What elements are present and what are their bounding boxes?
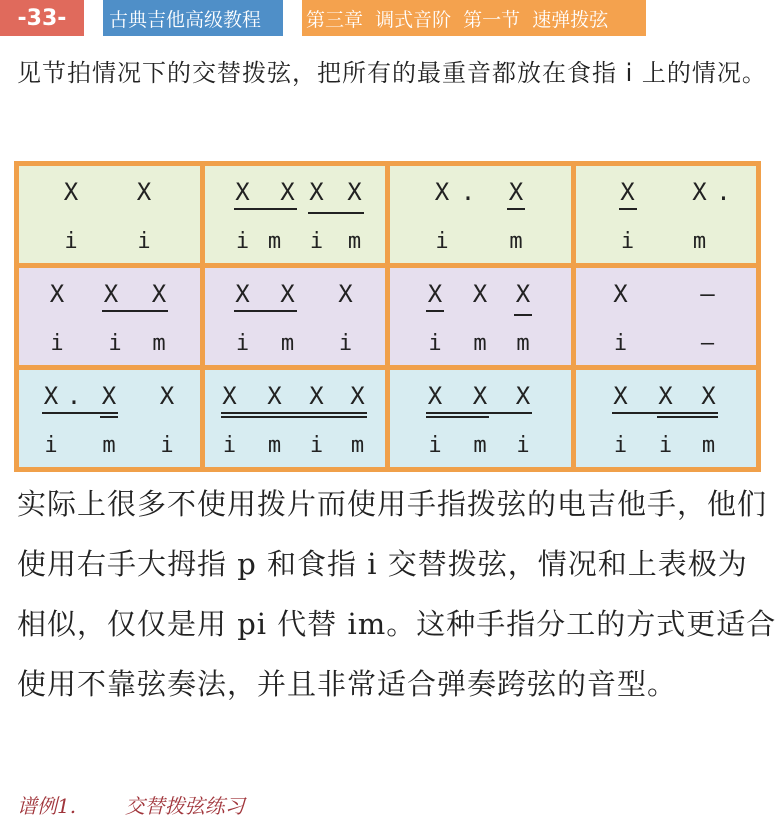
beam-line [426, 412, 532, 414]
finger-label: m [280, 331, 295, 356]
beam-line [234, 310, 297, 312]
finger-label: – [700, 331, 715, 356]
note-symbol: X [515, 280, 531, 308]
finger-label: m [509, 229, 523, 254]
table-cell [576, 268, 757, 365]
body-paragraph: 实际上很多不使用拨片而使用手指拨弦的电吉他手，他们使用右手大拇指 p 和食指 i 交替拨弦，情况和上表极为相似，仅仅是用 pi 代替 im。这种手指分工的方式更适合使用不靠弦奏法，并且非常适合弹奏跨弦的音型。 [17, 487, 777, 701]
note-symbol: X [267, 382, 282, 410]
note-symbol: X [151, 280, 167, 308]
note-symbol: X [508, 178, 524, 206]
beam-line [234, 208, 297, 210]
note-symbol: X [434, 178, 450, 206]
beam-line [426, 310, 444, 312]
note-symbol: X [472, 280, 488, 308]
note-symbol: X [692, 178, 707, 206]
beam-line [619, 208, 637, 210]
note-symbol: X [613, 280, 628, 308]
table-cell [19, 166, 200, 263]
note-symbol: X [620, 178, 635, 206]
finger-label: m [516, 331, 530, 356]
page-header [0, 0, 783, 36]
finger-label: i [428, 433, 442, 458]
note-symbol: X [280, 280, 295, 308]
finger-label: i [222, 433, 237, 458]
finger-label: m [473, 433, 487, 458]
finger-label: i [309, 433, 324, 458]
note-symbol: X [101, 382, 117, 410]
finger-label: i [338, 331, 353, 356]
beam-line [426, 416, 489, 418]
note-symbol: X [658, 382, 673, 410]
finger-label: i [428, 331, 442, 356]
beam-line [221, 416, 367, 418]
finger-label: i [160, 433, 174, 458]
note-symbol: X [235, 280, 250, 308]
note-symbol: X [613, 382, 628, 410]
table-cell [576, 370, 757, 467]
example-title: 交替拨弦练习 [124, 794, 245, 818]
note-symbol: X [103, 280, 119, 308]
note-symbol: X [222, 382, 237, 410]
beam-line [100, 416, 118, 418]
finger-label: i [309, 229, 324, 254]
note-symbol: X [159, 382, 175, 410]
note-symbol: X [427, 280, 443, 308]
rhythm-table [14, 161, 761, 472]
note-symbol: . [66, 382, 82, 410]
table-cell [205, 268, 386, 365]
note-symbol: X [350, 382, 365, 410]
beam-line [221, 412, 367, 414]
table-cell [390, 166, 571, 263]
note-symbol: X [280, 178, 295, 206]
table-cell [19, 268, 200, 365]
table-cell [390, 370, 571, 467]
beam-line [514, 314, 532, 316]
finger-label: m [102, 433, 116, 458]
finger-label: i [620, 229, 635, 254]
finger-label: m [473, 331, 487, 356]
note-symbol: X [472, 382, 488, 410]
finger-label: m [267, 229, 282, 254]
finger-label: m [701, 433, 716, 458]
finger-label: i [435, 229, 449, 254]
finger-label: i [50, 331, 64, 356]
note-symbol: X [309, 178, 324, 206]
beam-line [612, 412, 718, 414]
note-symbol: X [347, 178, 362, 206]
table-cell [390, 268, 571, 365]
beam-line [308, 212, 364, 214]
finger-label: i [613, 433, 628, 458]
note-symbol: – [700, 280, 715, 308]
note-symbol: X [427, 382, 443, 410]
chapter-title: 第三章 调式音阶 第一节 速弹拨弦 [302, 0, 646, 36]
finger-label: m [692, 229, 707, 254]
note-symbol: X [338, 280, 353, 308]
table-cell [19, 370, 200, 467]
intro-paragraph: 见节拍情况下的交替拨弦，把所有的最重音都放在食指 i 上的情况。 [17, 59, 767, 87]
finger-label: i [108, 331, 122, 356]
finger-label: i [64, 229, 78, 254]
beam-line [42, 412, 118, 414]
page-number: -33- [0, 0, 84, 36]
finger-label: m [347, 229, 362, 254]
finger-label: i [44, 433, 58, 458]
finger-label: i [516, 433, 530, 458]
beam-line [102, 310, 168, 312]
finger-label: i [613, 331, 628, 356]
example-caption [17, 790, 245, 819]
note-symbol: X [49, 280, 65, 308]
finger-label: m [152, 331, 166, 356]
finger-label: m [350, 433, 365, 458]
note-symbol: . [716, 178, 731, 206]
table-cell [576, 166, 757, 263]
table-cell [205, 370, 386, 467]
beam-line [657, 416, 718, 418]
finger-label: i [235, 331, 250, 356]
note-symbol: X [515, 382, 531, 410]
note-symbol: X [136, 178, 152, 206]
example-label: 谱例1. [17, 794, 77, 818]
note-symbol: . [460, 178, 476, 206]
finger-label: i [658, 433, 673, 458]
beam-line [507, 208, 525, 210]
note-symbol: X [701, 382, 716, 410]
finger-label: i [137, 229, 151, 254]
note-symbol: X [309, 382, 324, 410]
book-title: 古典吉他高级教程 [103, 0, 283, 36]
note-symbol: X [235, 178, 250, 206]
table-cell [205, 166, 386, 263]
finger-label: m [267, 433, 282, 458]
note-symbol: X [43, 382, 59, 410]
note-symbol: X [63, 178, 79, 206]
finger-label: i [235, 229, 250, 254]
